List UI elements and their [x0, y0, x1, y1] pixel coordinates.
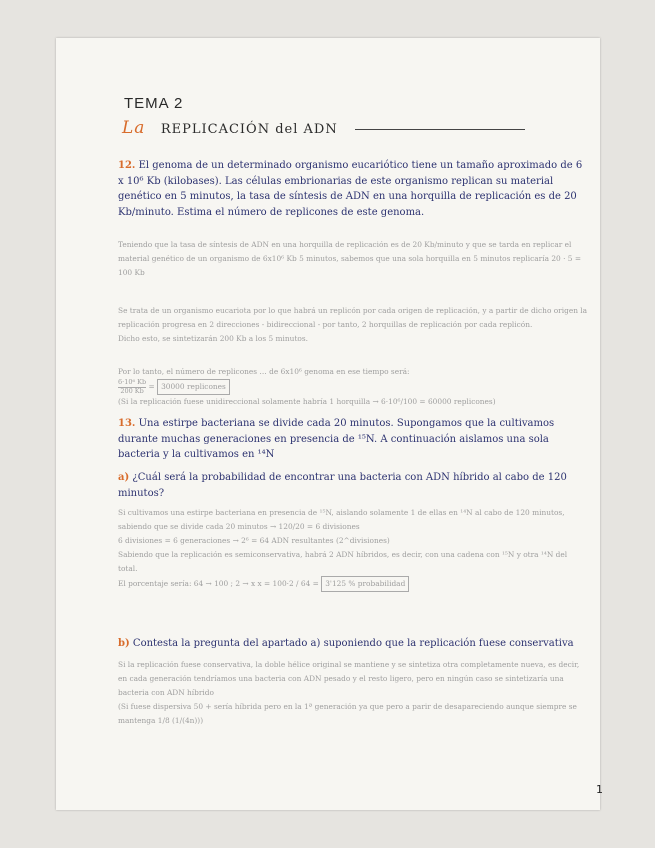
answer-13a-text-1: Si cultivamos una estirpe bacteriana en presencia de ¹⁵N, aislando solamente 1 de ellas en ¹⁴N al cabo de 120 minutos, sabiendo que se divide cada 20 minutos → 120/20 = 6 divisiones: [118, 508, 565, 532]
result-box-replicons: 30000 replicones: [157, 379, 230, 395]
question-13a-text: ¿Cuál será la probabilidad de encontrar una bacteria con ADN híbrido al cabo de 120 minutos?: [118, 472, 567, 499]
subtitle: [122, 118, 542, 138]
question-12-number: 12.: [118, 160, 136, 171]
answer-12-text-2: Se trata de un organismo eucariota por lo que habrá un replicón por cada origen de replicación, y a partir de dicho origen la replicación progresa en 2 direcciones - bidireccional - por tanto, 2 horquillas de replicación por cada replicón.: [118, 306, 588, 330]
notebook-page: [56, 38, 603, 810]
answer-12-part2: [118, 304, 588, 346]
subtitle-prefix: La: [122, 118, 146, 138]
answer-12-text-5: (Si la replicación fuese unidireccional solamente habría 1 horquilla → 6·10⁶/100 = 60000 replicones): [118, 397, 496, 407]
question-13-number: 13.: [118, 418, 136, 429]
question-13b: [118, 636, 588, 652]
question-13a: [118, 470, 588, 501]
answer-12-text-3: Dicho esto, se sintetizarán 200 Kb a los 5 minutos.: [118, 334, 309, 344]
fraction-replicons: [118, 379, 146, 394]
answer-13b-text-1: Si la replicación fuese conservativa, la doble hélice original se mantiene y se sintetiza otra completamente nueva, es decir, en cada generación tendríamos una bacteria con ADN pesado y el resto ligero, pero en ningún caso se sintetizaría una bacteria con ADN híbrido: [118, 660, 580, 698]
question-13-text: Una estirpe bacteriana se divide cada 20 minutos. Supongamos que la cultivamos durante muchas generaciones en presencia de ¹⁵N. A continuación aislamos una sola bacteria y la cultivamos en ¹⁴N: [118, 418, 555, 460]
result-box-probability: 3'125 % probabilidad: [321, 576, 409, 592]
title-underline: [355, 129, 525, 130]
question-12: [118, 158, 588, 220]
answer-13b-text-2: (Si fuese dispersiva 50 + sería híbrida pero en la 1ª generación ya que pero a parir de desapareciendo aunque siempre se mantenga 1/8 (1/(4n))): [118, 702, 577, 726]
answer-12-part3: Por lo tanto, el número de replicones … de 6x10⁶ genoma en ese tiempo será: $\frac{\text{6·10⁶ Kb}}{200 Kb}$ = 30000 replicones (Si la replicación fuese unidireccional solamente habría 1 horquilla → 6·10⁶/100 = 60000 replicones): [118, 367, 496, 407]
answer-12-text-1: Teniendo que la tasa de síntesis de ADN en una horquilla de replicación es de 20 Kb/minuto y que se tarda en replicar el material genético de un organismo de 6x10⁶ Kb 5 minutos, sabemos que una sola horquilla en 5 minutos replicaría 20 · 5 = 100 Kb: [118, 240, 582, 278]
answer-13a: [118, 506, 588, 592]
tema-heading: TEMA 2: [124, 95, 184, 112]
answer-12-part1: [118, 238, 588, 280]
question-13: [118, 416, 588, 463]
answer-13a-text-3: Sabiendo que la replicación es semiconservativa, habrá 2 ADN híbridos, es decir, con una cadena con ¹⁵N y otra ¹⁴N del total.: [118, 550, 568, 574]
answer-13a-text-4: El porcentaje sería: 64 → 100 ; 2 → x x = 100·2 / 64 =: [118, 579, 319, 589]
question-12-text: El genoma de un determinado organismo eucariótico tiene un tamaño aproximado de 6 x 10⁶ Kb (kilobases). Las células embrionarias de este organismo replican su material genético en 5 minutos, la tasa de síntesis de ADN en una horquilla de replicación es de 20 Kb/minuto. Estima el número de replicones de este genoma.: [118, 160, 583, 218]
fraction-numerator: 6·10⁶ Kb: [118, 378, 147, 387]
title-block: [124, 93, 183, 112]
question-13b-label: b): [118, 638, 130, 649]
fraction-denominator: 200 Kb: [118, 387, 146, 395]
answer-12-text-4: Por lo tanto, el número de replicones … de 6x10⁶ genoma en ese tiempo será:: [118, 367, 410, 376]
answer-13a-text-2: 6 divisiones = 6 generaciones → 2⁶ = 64 ADN resultantes (2^divisiones): [118, 536, 390, 546]
page-number: 1: [596, 783, 603, 796]
question-13a-label: a): [118, 472, 130, 483]
question-13b-text: Contesta la pregunta del apartado a) suponiendo que la replicación fuese conservativa: [132, 638, 574, 649]
subtitle-text: REPLICACIÓN del ADN: [160, 122, 338, 137]
answer-13b: [118, 658, 588, 728]
